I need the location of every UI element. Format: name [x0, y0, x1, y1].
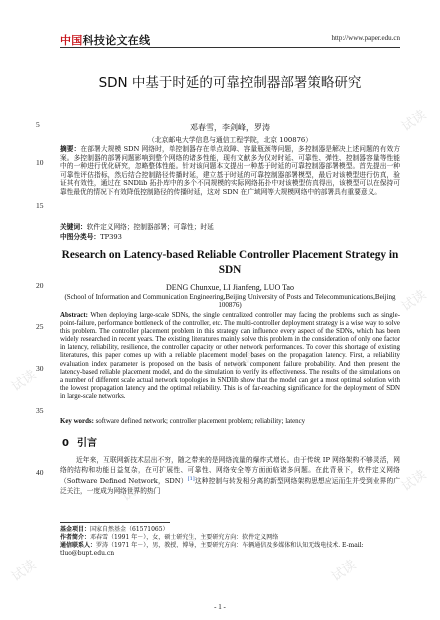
section-title-text: 引言 — [76, 438, 97, 449]
footnote-fund-text: 国家自然基金（61571065） — [90, 526, 169, 533]
cn-keywords-label: 关键词： — [60, 223, 87, 231]
watermark-text: 试读 — [9, 367, 40, 395]
footnote-author-text: 邓春雪（1991 年－），女，硕士研究生，主要研究方向：软件定义网络 — [90, 534, 279, 541]
logo-text-red: 中国 — [60, 34, 83, 47]
en-authors: DENG Chunxue, LI Jianfeng, LUO Tao — [166, 283, 294, 292]
line-number: 5 — [36, 120, 40, 129]
en-title: Research on Latency-based Reliable Controller Placement Strategy in SDN — [61, 249, 399, 276]
header-url[interactable]: http://www.paper.edu.cn — [331, 34, 400, 42]
page-number: - 1 - — [214, 603, 226, 611]
intro-paragraph — [60, 456, 400, 496]
watermark-text: 试读 — [399, 287, 430, 315]
en-keywords-text: software defined network; controller placement problem; reliability; latency — [95, 418, 306, 425]
line-number: 40 — [36, 468, 44, 477]
en-keywords-label: Key words: — [60, 418, 94, 425]
section-number: 0 — [62, 438, 69, 449]
intro-text-part1: 近年来，互联网新技术层出不穷，随之带来的是网络流量的爆炸式增长。由于传统 IP 网络架构不够灵活，网络的结构和功能日益复杂，在可扩展性、可靠性、网络安全等方面面临诸多问题。在此背景下，软件定义网络（Software Defined Network，SDN） — [60, 456, 400, 486]
footnote-author-label: 作者简介： — [60, 534, 91, 541]
line-number: 30 — [36, 364, 44, 373]
watermark-text: 试读 — [9, 557, 40, 585]
footnote-contact-label: 通信联系人： — [60, 542, 97, 549]
citation-link[interactable]: [1] — [187, 476, 195, 482]
en-keywords — [60, 418, 400, 426]
en-abstract-label: Abstract: — [60, 312, 88, 319]
footnote-fund-label: 基金项目： — [60, 526, 91, 533]
watermark-text: 试读 — [329, 557, 360, 585]
line-number: 15 — [36, 201, 44, 210]
footnote-rule — [60, 522, 170, 523]
footnote-fund — [60, 526, 400, 534]
line-number: 20 — [36, 281, 44, 290]
line-number: 10 — [36, 158, 44, 167]
section-heading — [62, 434, 97, 449]
line-number: 25 — [36, 322, 44, 331]
logo-text-dark: 科技论文在线 — [82, 34, 151, 47]
cn-classification-label: 中图分类号： — [60, 233, 101, 241]
watermark-text: 试读 — [399, 467, 430, 495]
page-header — [60, 32, 400, 46]
watermark-text: 试读 — [229, 347, 260, 375]
cn-keywords — [60, 223, 400, 232]
cn-authors: 邓春雪，李剑峰，罗涛 — [190, 123, 270, 132]
intro-text-part2: 这种控制与转发相分离的新型网络架构思想应运而生并受到业界的广泛关注，一度成为网络世界的热门 — [60, 477, 400, 495]
watermark-text: 试读 — [119, 477, 150, 505]
header-rule — [60, 47, 400, 48]
cn-classification-text: TP393 — [100, 233, 122, 241]
en-abstract — [60, 312, 400, 401]
cn-title: SDN 中基于时延的可靠控制器部署策略研究 — [98, 75, 362, 91]
footnote-author — [60, 534, 400, 542]
footnote-contact — [60, 542, 400, 558]
line-number: 35 — [36, 406, 44, 415]
cn-keywords-text: 软件定义网络；控制器部署；可靠性；时延 — [86, 223, 214, 231]
cn-abstract — [60, 145, 400, 197]
footnote-contact-text: 罗涛（1971 年－），男，教授、博导，主要研究方向：车辆通信及多媒体和认知无线电技术. E-mail: tluo@bupt.edu.cn — [60, 542, 364, 557]
site-logo — [60, 32, 150, 48]
cn-abstract-text: 在部署大规模 SDN 网络时，单控制器存在单点故障、容量瓶颈等问题，多控制器是解决上述问题的有效方案。多控制器的部署问题影响到整个网络的诸多性能，现有文献多为仅对时延、可靠性、弹性、控制器容量等性能中的一种进行优化研究，忽略整体性能。针对该问题本文提出一种基于时延的可靠控制器部署模型。首先提出一种可靠性评估指标，然后结合控制路径传播时延，建立基于时延的可靠控制器部署模型，最后对该模型进行仿真，验证其有效性，通过在 SNDlib 拓扑库中的多个不同规模的实际网络拓扑中对该模型仿真得出，该模型可以在保持可靠性最优的情况下有效降低控制路径的传播时延，这对 SDN 在广域网等大规模网络中的部署具有重要意义。 — [60, 145, 401, 196]
cn-classification — [60, 233, 400, 242]
watermark-text: 试读 — [399, 107, 430, 135]
cn-affiliation: （北京邮电大学信息与通信工程学院，北京 100876） — [147, 136, 313, 144]
en-abstract-text: When deploying large-scale SDNs, the single centralized controller may facing the problems such as single-point-failure, performance bottleneck of the controller, etc. The multi-controller deployment strategy is a wise way to solve this problem. The controller placement problem in this strategy can influence every aspect of the SDNs, which has been widely researched in recent years. The existing literatures mainly solve this problem in the consideration of only one factor in latency, reliability, resilience, the controller capacity or other network performances. To cover this shortage of existing literatures, this paper comes up with a reliable placement model bases on the propagation latency. First, a reliability evaluation index parameter is proposed on the basis of network component failure probability. And then present the latency-based reliable placement model, and do the simulation to verify its effectiveness. The results of the simulations on a number of different scale actual network topologies in SNDlib show that the model can get a most optimal solution with the lowest propagation latency and the optimal reliability. This is of far-reaching significance for the deployment of SDN in large-scale networks. — [60, 312, 400, 400]
en-affiliation: (School of Information and Communication Engineering,Beijing University of Posts and Telecommunications,Beijing 100876) — [64, 293, 396, 310]
cn-abstract-label: 摘要： — [60, 145, 81, 153]
